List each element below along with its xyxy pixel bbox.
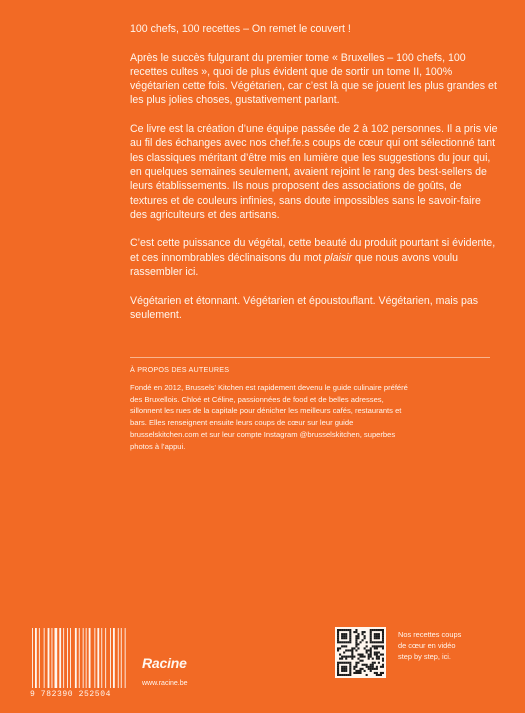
paragraph-plaisir-start: C’est cette puissance du végétal, cette beauté du produit pourtant si évidente, et ces innombrables déclinaisons du mot (130, 237, 496, 264)
paragraph-intro: Après le succès fulgurant du premier tome « Bruxelles – 100 chefs, 100 recettes cultes », quoi de plus évident que de sortir un tome II, 100% végétarien cette fois. Végétarien, car c’est là que se jouent les plus grandes et les plus jolies choses, gustativement parlant. (130, 51, 497, 107)
about-heading: À PROPOS DES AUTEURES (130, 365, 230, 374)
paragraph-closing: Végétarien et étonnant. Végétarien et époustouflant. Végétarien, mais pas seulement. (130, 294, 479, 321)
barcode-icon (30, 628, 130, 690)
isbn-barcode (30, 628, 130, 698)
about-text-block (130, 382, 415, 452)
main-text-block (130, 22, 500, 337)
qr-caption-text: Nos recettes coups de cœur en vidéo step by step, ici. (398, 630, 462, 661)
paragraph-team: Ce livre est la création d’une équipe passée de 2 à 102 personnes. Il a pris vie au fil des échanges avec nos chef.fe.s coups de cœur qui ont sélectionné tant les classiques méritant d’être mis en lumière que les suggestions du jour qui, en quelques semaines seulement, avaient rejoint le rang des best-sellers de leurs établissements. Ils nous proposent des associations de goûts, de textures et de couleurs infinies, sans doute impossibles sans le savoir-faire des agriculteurs et des artisans. (130, 123, 498, 221)
about-paragraph: Fondé en 2012, Brussels’ Kitchen est rapidement devenu le guide culinaire préféré des Bruxellois. Chloé et Céline, passionnées de food et de belles adresses, sillonnent les rues de la capitale pour dénicher les meilleurs cafés, restaurants et bars. Elles renseignent ensuite leurs coups de cœur sur leur guide brusselskitchen.com et sur leur compte Instagram @brusselskitchen, superbes photos à l’appui. (130, 383, 408, 451)
qr-code-icon (337, 629, 384, 676)
qr-code[interactable] (335, 627, 386, 678)
section-divider (130, 357, 490, 358)
barcode-digits: 9 782390 252504 (30, 690, 112, 699)
plaisir-word: plaisir (324, 251, 352, 264)
publisher-website: www.racine.be (142, 680, 188, 687)
publisher-logo: Racine (142, 655, 187, 671)
paragraph-plaisir (130, 236, 500, 279)
paragraph-plaisir-end: que nous avons voulu rassembler ici. (130, 251, 459, 279)
lead-line: 100 chefs, 100 recettes – On remet le couvert ! (130, 23, 351, 35)
qr-caption (398, 629, 470, 662)
